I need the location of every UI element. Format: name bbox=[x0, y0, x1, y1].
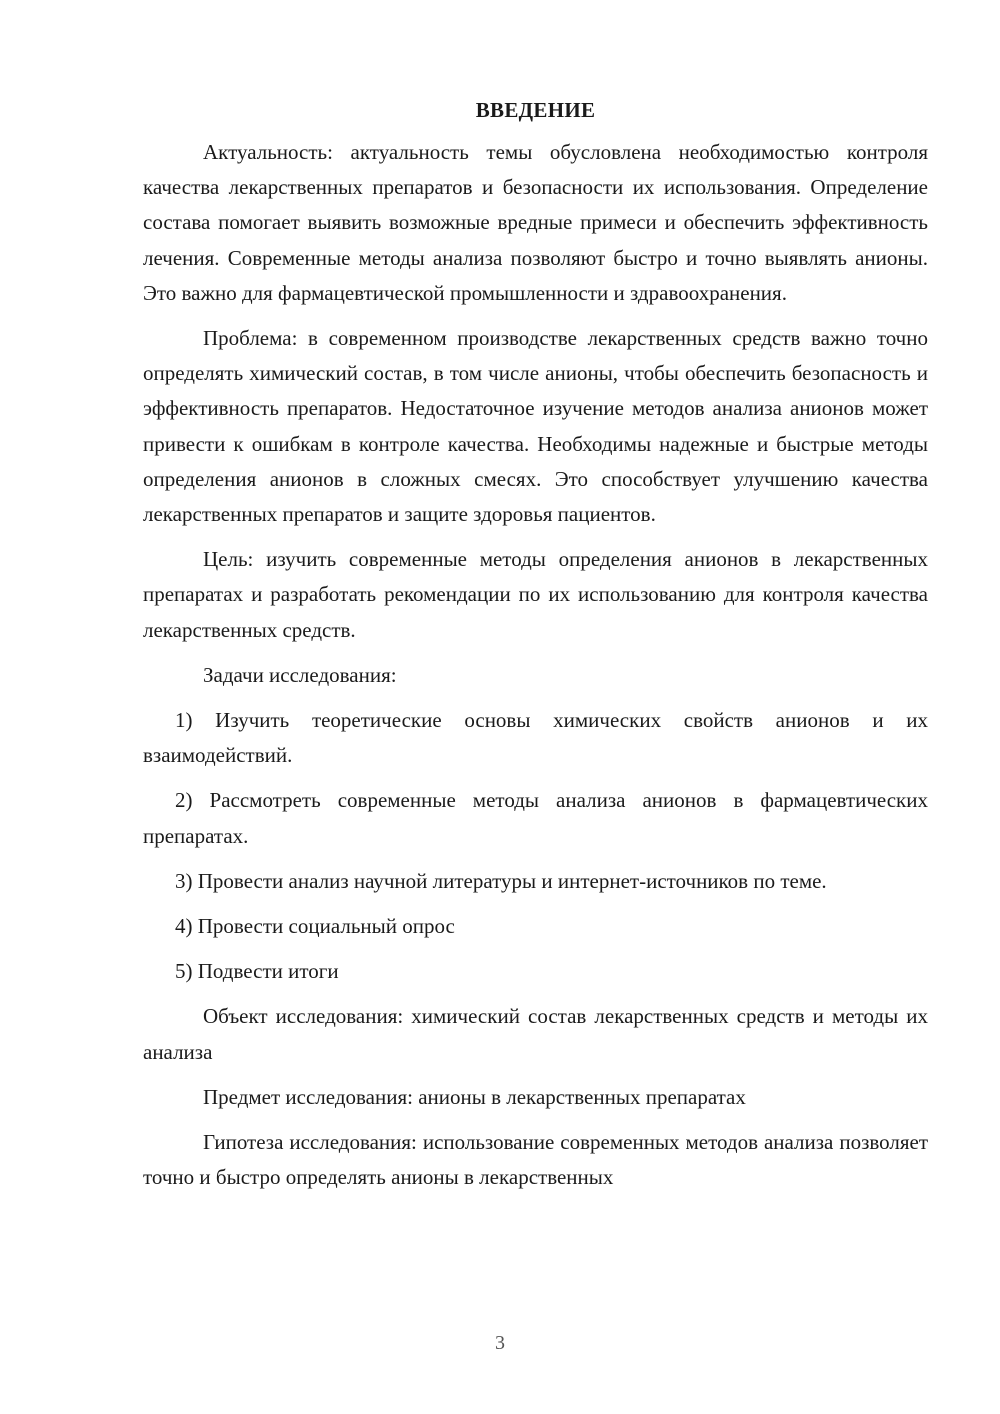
section-title: ВВЕДЕНИЕ bbox=[475, 98, 596, 122]
tasks-heading: Задачи исследования: bbox=[203, 662, 397, 687]
paragraph-problem: Проблема: в современном производстве лекарственных средств важно точно определять химический состав, в том числе анионы, чтобы обеспечить безопасность и эффективность препаратов. Недостаточное изучение методов анализа анионов может привести к ошибкам в контроле качества. Необходимы надежные и быстрые методы определения анионов в сложных смесях. Это способствует улучшению качества лекарственных препаратов и защите здоровья пациентов. bbox=[143, 326, 928, 527]
paragraph-goal: Цель: изучить современные методы определения анионов в лекарственных препаратах и разработать рекомендации по их использованию для контроля качества лекарственных средств. bbox=[143, 547, 928, 642]
list-item: 5) Подвести итоги bbox=[175, 959, 339, 984]
paragraph-subject: Предмет исследования: анионы в лекарственных препаратах bbox=[203, 1084, 746, 1109]
list-item: 4) Провести социальный опрос bbox=[175, 914, 455, 939]
list-item: 3) Провести анализ научной литературы и интернет-источников по теме. bbox=[175, 868, 827, 893]
document-page bbox=[143, 93, 928, 1195]
page-number: 3 bbox=[495, 1332, 505, 1354]
paragraph-object: Объект исследования: химический состав лекарственных средств и методы их анализа bbox=[143, 1004, 928, 1064]
list-item: 2) Рассмотреть современные методы анализа анионов в фармацевтических препаратах. bbox=[143, 788, 928, 848]
paragraph-relevance: Актуальность: актуальность темы обусловлена необходимостью контроля качества лекарственных препаратов и безопасности их использования. Определение состава помогает выявить возможные вредные примеси и обеспечить эффективность лечения. Современные методы анализа позволяют быстро и точно выявлять анионы. Это важно для фармацевтической промышленности и здравоохранения. bbox=[143, 140, 928, 305]
paragraph-hypothesis: Гипотеза исследования: использование современных методов анализа позволяет точно и быстро определять анионы в лекарственных bbox=[143, 1130, 928, 1190]
list-item: 1) Изучить теоретические основы химических свойств анионов и их взаимодействий. bbox=[143, 708, 928, 768]
tasks-list bbox=[143, 703, 928, 989]
